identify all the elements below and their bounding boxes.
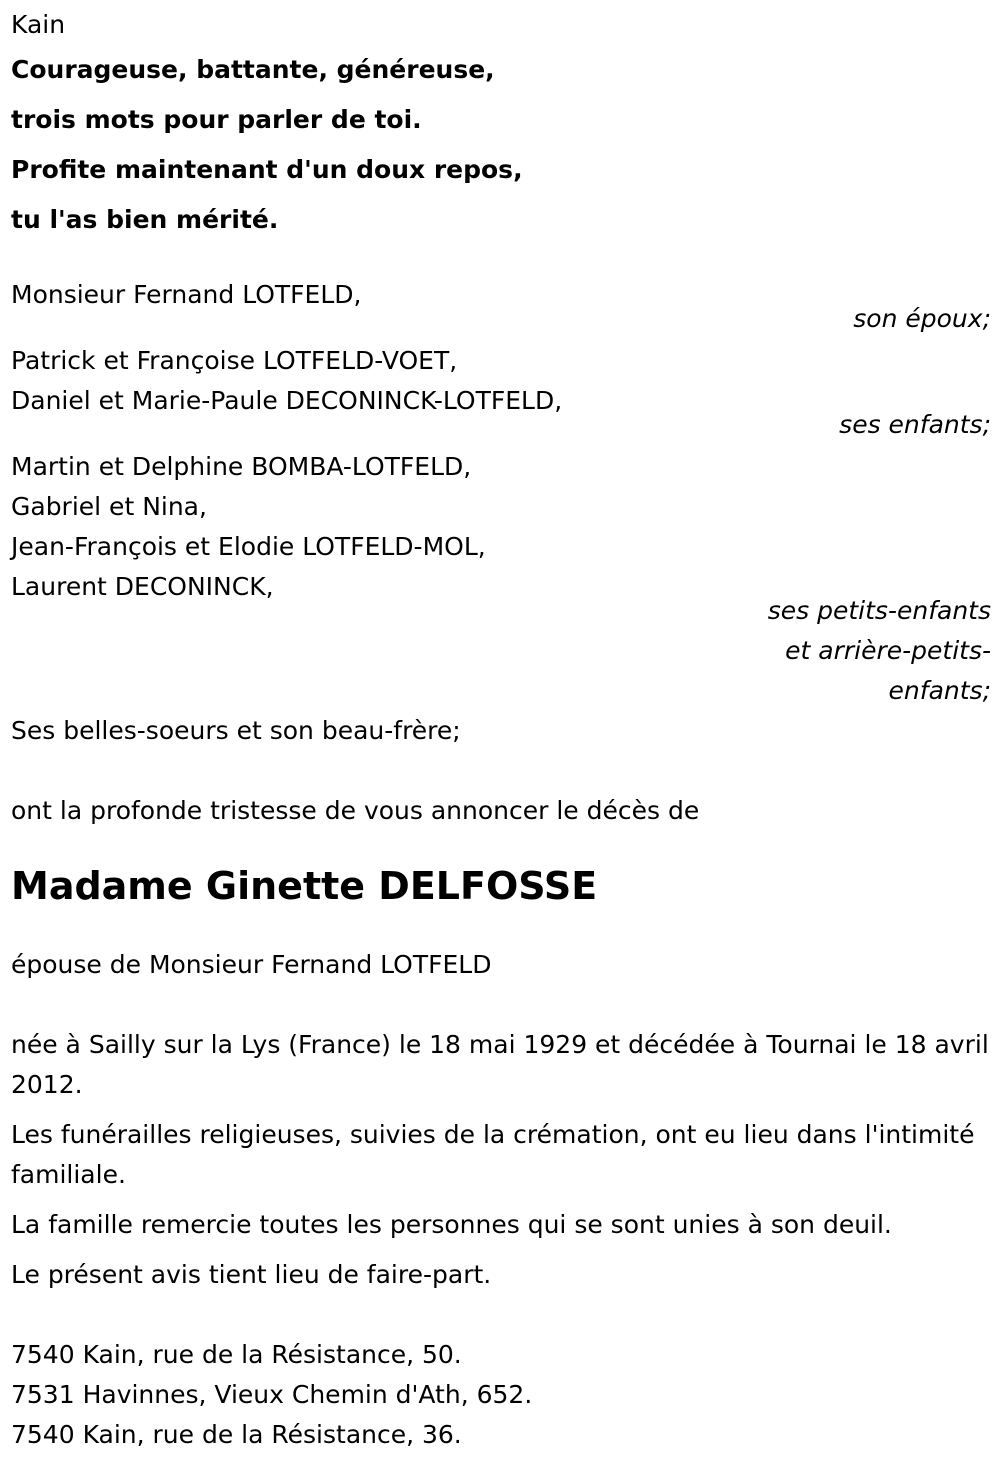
poem — [11, 45, 991, 245]
poem-line: Profite maintenant d'un doux repos, — [11, 155, 523, 184]
address: 7531 Havinnes, Vieux Chemin d'Ath, 652. — [11, 1380, 533, 1409]
in-laws: Ses belles-soeurs et son beau-frère; — [11, 716, 461, 745]
announcement: ont la profonde tristesse de vous annoncer le décès de — [11, 796, 700, 825]
grandchild-name: Jean-François et Elodie LOTFELD-MOL, — [11, 532, 486, 561]
grandchildren-role: ses petits-enfants — [767, 596, 991, 625]
poem-line: Courageuse, battante, généreuse, — [11, 55, 495, 84]
grandchildren-block — [11, 447, 991, 711]
grandchildren-role: enfants; — [888, 676, 991, 705]
address: 7540 Kain, rue de la Résistance, 36. — [11, 1420, 462, 1449]
spouse-line: épouse de Monsieur Fernand LOTFELD — [11, 950, 492, 979]
children-role: ses enfants; — [839, 410, 991, 439]
addresses — [11, 1335, 991, 1455]
grandchild-name: Laurent DECONINCK, — [11, 572, 274, 601]
obituary-document — [11, 5, 991, 1455]
funeral-note: Les funérailles religieuses, suivies de la crémation, ont eu lieu dans l'intimité familiale. — [11, 1120, 975, 1189]
notice-note: Le présent avis tient lieu de faire-part. — [11, 1260, 492, 1289]
spouse-block — [11, 275, 991, 339]
spouse-name: Monsieur Fernand LOTFELD, — [11, 280, 362, 309]
grandchild-name: Gabriel et Nina, — [11, 492, 207, 521]
poem-line: tu l'as bien mérité. — [11, 205, 279, 234]
spouse-role: son époux; — [853, 304, 991, 333]
child-name: Patrick et Françoise LOTFELD-VOET, — [11, 346, 458, 375]
location-header: Kain — [11, 10, 66, 39]
children-block — [11, 341, 991, 445]
poem-line: trois mots pour parler de toi. — [11, 105, 422, 134]
address: 7540 Kain, rue de la Résistance, 50. — [11, 1340, 462, 1369]
deceased-name: Madame Ginette DELFOSSE — [11, 864, 598, 908]
child-name: Daniel et Marie-Paule DECONINCK-LOTFELD, — [11, 386, 563, 415]
grandchild-name: Martin et Delphine BOMBA-LOTFELD, — [11, 452, 472, 481]
grandchildren-role: et arrière-petits- — [785, 636, 991, 665]
thanks-note: La famille remercie toutes les personnes qui se sont unies à son deuil. — [11, 1210, 892, 1239]
birth-death: née à Sailly sur la Lys (France) le 18 mai 1929 et décédée à Tournai le 18 avril 2012. — [11, 1030, 989, 1099]
